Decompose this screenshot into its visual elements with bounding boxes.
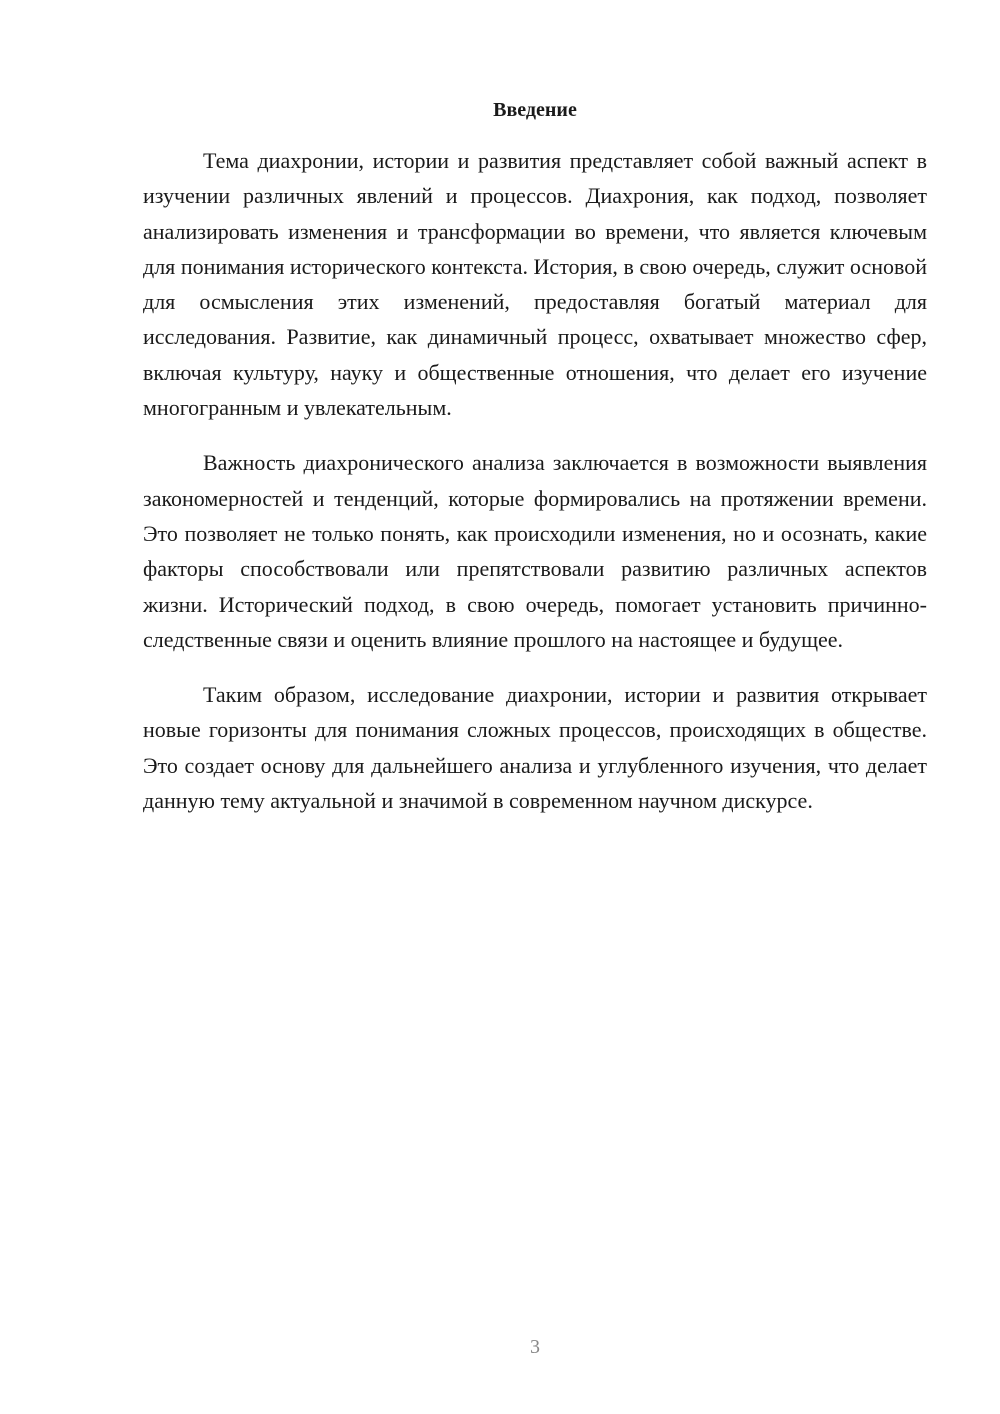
- section-heading: Введение: [493, 99, 577, 121]
- paragraph-3: Таким образом, исследование диахронии, истории и развития открывает новые горизонты для понимания сложных процессов, происходящих в обществе. Это создает основу для дальнейшего анализа и углубленного изучения, что делает данную тему актуальной и значимой в современном научном дискурсе.: [143, 682, 927, 814]
- page-number: 3: [530, 1336, 540, 1358]
- document-body: [143, 143, 927, 838]
- paragraph-2: Важность диахронического анализа заключается в возможности выявления закономерностей и тенденций, которые формировались на протяжении времени. Это позволяет не только понять, как происходили изменения, но и осознать, какие факторы способствовали или препятствовали развитию различных аспектов жизни. Исторический подход, в свою очередь, помогает установить причинно-следственные связи и оценить влияние прошлого на настоящее и будущее.: [143, 450, 927, 652]
- paragraph-1: Тема диахронии, истории и развития представляет собой важный аспект в изучении различных явлений и процессов. Диахрония, как подход, позволяет анализировать изменения и трансформации во времени, что является ключевым для понимания исторического контекста. История, в свою очередь, служит основой для осмысления этих изменений, предоставляя богатый материал для исследования. Развитие, как динамичный процесс, охватывает множество сфер, включая культуру, науку и общественные отношения, что делает его изучение многогранным и увлекательным.: [143, 148, 927, 421]
